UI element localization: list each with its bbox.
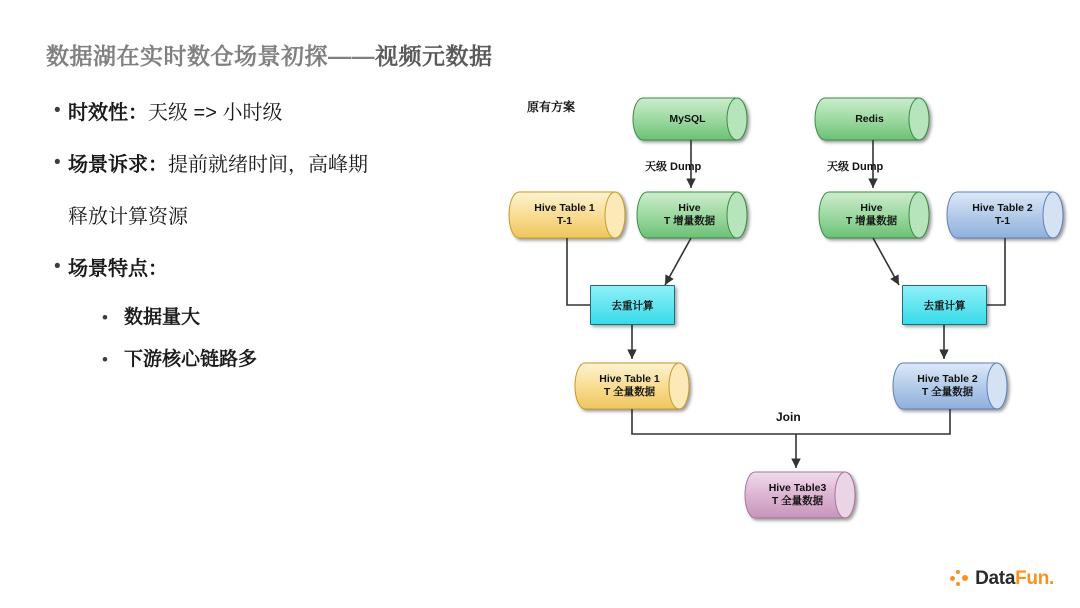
node-text-line2: T 增量数据 bbox=[845, 215, 898, 227]
node-text-line1: Hive Table3 bbox=[768, 482, 827, 494]
page-title-accent: 视频元数据 bbox=[375, 43, 493, 69]
bullet-text bbox=[68, 200, 188, 234]
node-text-line2: T-1 bbox=[556, 215, 573, 227]
node-label-hive-table-1-full bbox=[577, 363, 692, 409]
list-item bbox=[102, 346, 506, 374]
bullet-label: 场景诉求： bbox=[68, 154, 168, 176]
sub-bullet-label: 下游核心链路多 bbox=[124, 349, 258, 370]
node-label-mysql bbox=[635, 98, 750, 140]
node-text: 去重计算 bbox=[611, 299, 654, 312]
edge-label-dump-right: 天级 Dump bbox=[827, 161, 884, 173]
node-label-redis bbox=[817, 98, 932, 140]
page-title bbox=[46, 38, 493, 71]
list-item bbox=[102, 304, 506, 332]
bullet-marker: • bbox=[54, 100, 61, 121]
node-text-line2: T 全量数据 bbox=[603, 386, 656, 398]
sparkle-icon bbox=[950, 569, 972, 589]
node-label-hive-table-2-full bbox=[895, 363, 1010, 409]
edge-label-join: Join bbox=[776, 410, 801, 424]
node-text-line2: T-1 bbox=[994, 215, 1011, 227]
bullet-marker: • bbox=[102, 308, 108, 327]
bullet-marker: • bbox=[54, 256, 61, 277]
page-title-main: 数据湖在实时数仓场景初探—— bbox=[46, 43, 375, 69]
bullet-label: 时效性： bbox=[68, 102, 148, 124]
node-label-hive-inc-left bbox=[639, 192, 750, 238]
bullet-text bbox=[68, 96, 282, 130]
logo-text-accent: Fun. bbox=[1015, 568, 1054, 589]
node-dedup-left bbox=[590, 285, 675, 325]
bullet-value: 提前就绪时间，高峰期 bbox=[168, 154, 368, 176]
list-item bbox=[46, 252, 506, 286]
list-item bbox=[46, 148, 506, 182]
datafun-logo bbox=[950, 568, 1054, 590]
node-label-hive-table-1-t1 bbox=[511, 192, 628, 238]
bullet-marker: • bbox=[54, 152, 61, 173]
diagram-caption: 原有方案 bbox=[527, 100, 576, 114]
bullet-text bbox=[68, 252, 168, 286]
bullet-list bbox=[46, 96, 506, 388]
bullet-text bbox=[68, 148, 368, 182]
node-text-line1: Hive Table 1 bbox=[599, 373, 660, 385]
node-text-line2: T 全量数据 bbox=[921, 386, 974, 398]
list-item-continuation bbox=[46, 200, 506, 234]
bullet-value: 释放计算资源 bbox=[68, 206, 188, 228]
node-dedup-right bbox=[902, 285, 987, 325]
bullet-marker: • bbox=[102, 350, 108, 369]
node-text-line2: T 增量数据 bbox=[663, 215, 716, 227]
node-text-line1: Hive bbox=[860, 202, 883, 214]
node-text-line1: Hive Table 2 bbox=[972, 202, 1033, 214]
node-label-hive-table-3-full bbox=[747, 472, 858, 518]
list-item bbox=[46, 96, 506, 130]
node-text: 去重计算 bbox=[923, 299, 966, 312]
node-text-line1: Hive bbox=[678, 202, 701, 214]
node-text: MySQL bbox=[669, 112, 706, 125]
edge-label-dump-left: 天级 Dump bbox=[645, 161, 702, 173]
logo-text-dark: Data bbox=[975, 568, 1016, 589]
node-label-hive-inc-right bbox=[821, 192, 932, 238]
node-text: Redis bbox=[855, 112, 884, 125]
node-text-line1: Hive Table 2 bbox=[917, 373, 978, 385]
sub-bullet-list bbox=[102, 304, 506, 374]
node-text-line2: T 全量数据 bbox=[771, 495, 824, 507]
node-label-hive-table-2-t1 bbox=[949, 192, 1066, 238]
sub-bullet-label: 数据量大 bbox=[124, 307, 201, 328]
architecture-diagram bbox=[505, 80, 1075, 550]
bullet-label: 场景特点： bbox=[68, 258, 168, 280]
bullet-value: 天级 => 小时级 bbox=[148, 102, 283, 124]
node-text-line1: Hive Table 1 bbox=[534, 202, 595, 214]
